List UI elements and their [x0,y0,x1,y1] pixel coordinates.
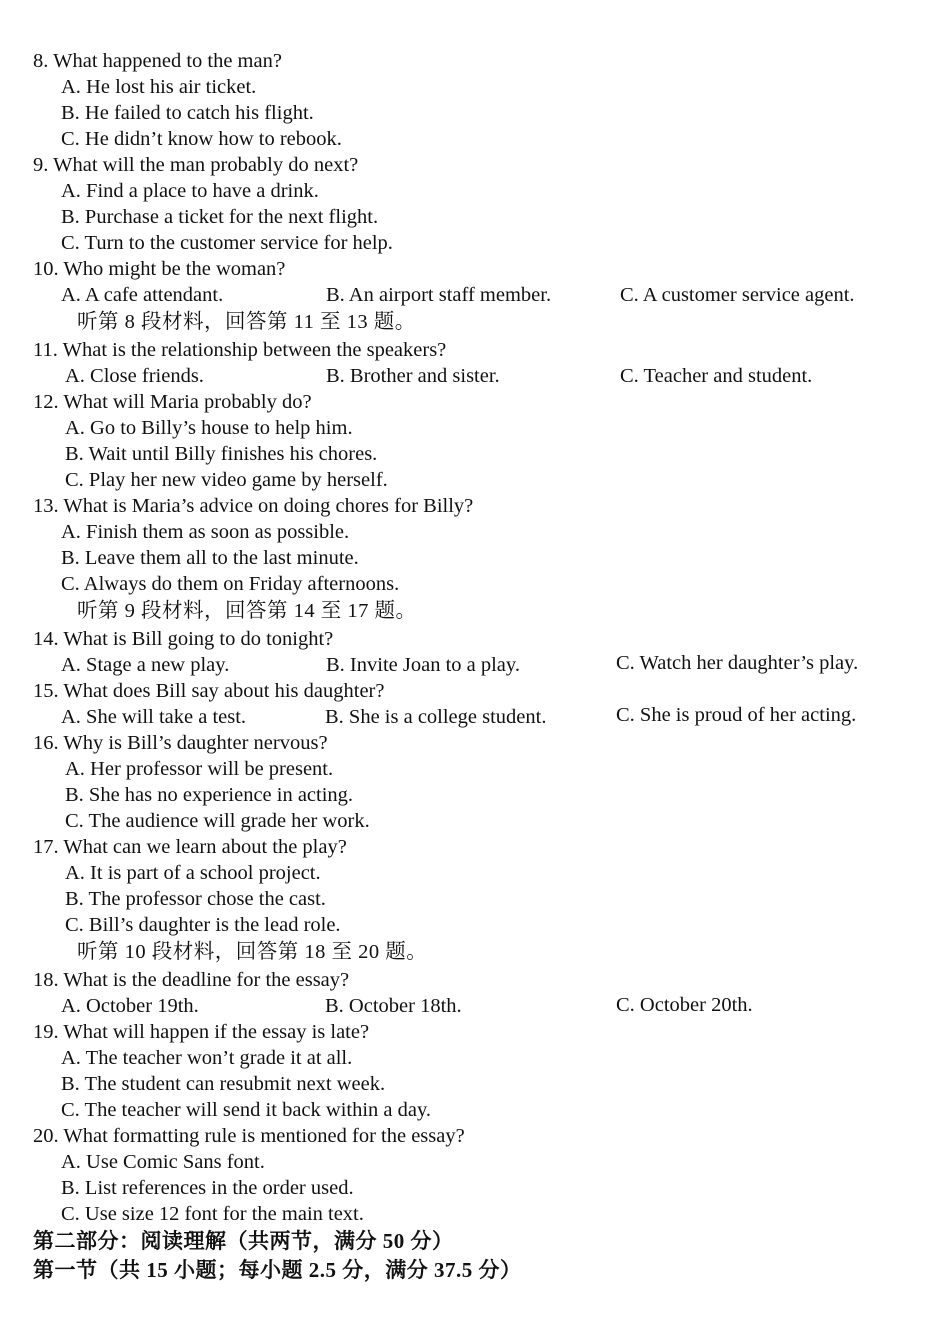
question-18-option-b: B. October 18th. [325,995,462,1017]
question-18-option-a: A. October 19th. [61,995,199,1017]
question-10-option-c: C. A customer service agent. [620,284,855,306]
question-19-option-b: B. The student can resubmit next week. [61,1073,386,1095]
question-18-stem: 18. What is the deadline for the essay? [33,969,350,991]
question-10-option-b: B. An airport staff member. [326,284,552,306]
question-15-option-a: A. She will take a test. [61,706,247,728]
question-8-stem: 8. What happened to the man? [33,50,282,72]
question-16-stem: 16. Why is Bill’s daughter nervous? [33,732,328,754]
question-14-option-c: C. Watch her daughter’s play. [616,652,859,674]
question-13-option-a: A. Finish them as soon as possible. [61,521,350,543]
question-20-option-a: A. Use Comic Sans font. [61,1151,265,1173]
question-14-option-b: B. Invite Joan to a play. [326,654,520,676]
question-13-option-b: B. Leave them all to the last minute. [61,547,359,569]
question-18-option-c: C. October 20th. [616,994,753,1016]
question-13-stem: 13. What is Maria’s advice on doing chores for Billy? [33,495,474,517]
question-8-option-a: A. He lost his air ticket. [61,76,257,98]
section-one-title: 第一节（共 15 小题；每小题 2.5 分，满分 37.5 分） [33,1258,522,1282]
question-15-option-c: C. She is proud of her acting. [616,704,857,726]
question-9-option-a: A. Find a place to have a drink. [61,180,319,202]
question-11-option-b: B. Brother and sister. [326,365,500,387]
question-13-option-c: C. Always do them on Friday afternoons. [61,573,400,595]
question-16-option-c: C. The audience will grade her work. [65,810,370,832]
question-19-option-c: C. The teacher will send it back within a day. [61,1099,432,1121]
listening-heading-8: 听第 8 段材料，回答第 11 至 13 题。 [77,311,416,333]
question-17-option-b: B. The professor chose the cast. [65,888,326,910]
question-8-option-b: B. He failed to catch his flight. [61,102,314,124]
question-15-stem: 15. What does Bill say about his daughter? [33,680,385,702]
question-10-stem: 10. Who might be the woman? [33,258,286,280]
question-17-option-c: C. Bill’s daughter is the lead role. [65,914,341,936]
question-16-option-b: B. She has no experience in acting. [65,784,354,806]
question-14-stem: 14. What is Bill going to do tonight? [33,628,334,650]
question-16-option-a: A. Her professor will be present. [65,758,334,780]
question-15-option-b: B. She is a college student. [325,706,547,728]
question-12-option-a: A. Go to Billy’s house to help him. [65,417,353,439]
question-9-option-c: C. Turn to the customer service for help. [61,232,393,254]
question-11-option-c: C. Teacher and student. [620,365,813,387]
question-12-stem: 12. What will Maria probably do? [33,391,312,413]
question-11-stem: 11. What is the relationship between the speakers? [33,339,447,361]
listening-heading-10: 听第 10 段材料，回答第 18 至 20 题。 [77,941,428,963]
question-12-option-c: C. Play her new video game by herself. [65,469,388,491]
question-9-stem: 9. What will the man probably do next? [33,154,359,176]
question-10-option-a: A. A cafe attendant. [61,284,224,306]
question-17-stem: 17. What can we learn about the play? [33,836,347,858]
question-8-option-c: C. He didn’t know how to rebook. [61,128,342,150]
question-11-option-a: A. Close friends. [65,365,204,387]
part-two-title: 第二部分：阅读理解（共两节，满分 50 分） [33,1229,454,1253]
question-20-option-c: C. Use size 12 font for the main text. [61,1203,364,1225]
question-20-option-b: B. List references in the order used. [61,1177,354,1199]
question-17-option-a: A. It is part of a school project. [65,862,321,884]
question-14-option-a: A. Stage a new play. [61,654,230,676]
question-19-option-a: A. The teacher won’t grade it at all. [61,1047,353,1069]
question-9-option-b: B. Purchase a ticket for the next flight. [61,206,379,228]
question-20-stem: 20. What formatting rule is mentioned for the essay? [33,1125,465,1147]
question-12-option-b: B. Wait until Billy finishes his chores. [65,443,378,465]
question-19-stem: 19. What will happen if the essay is late? [33,1021,370,1043]
listening-heading-9: 听第 9 段材料，回答第 14 至 17 题。 [77,600,417,622]
